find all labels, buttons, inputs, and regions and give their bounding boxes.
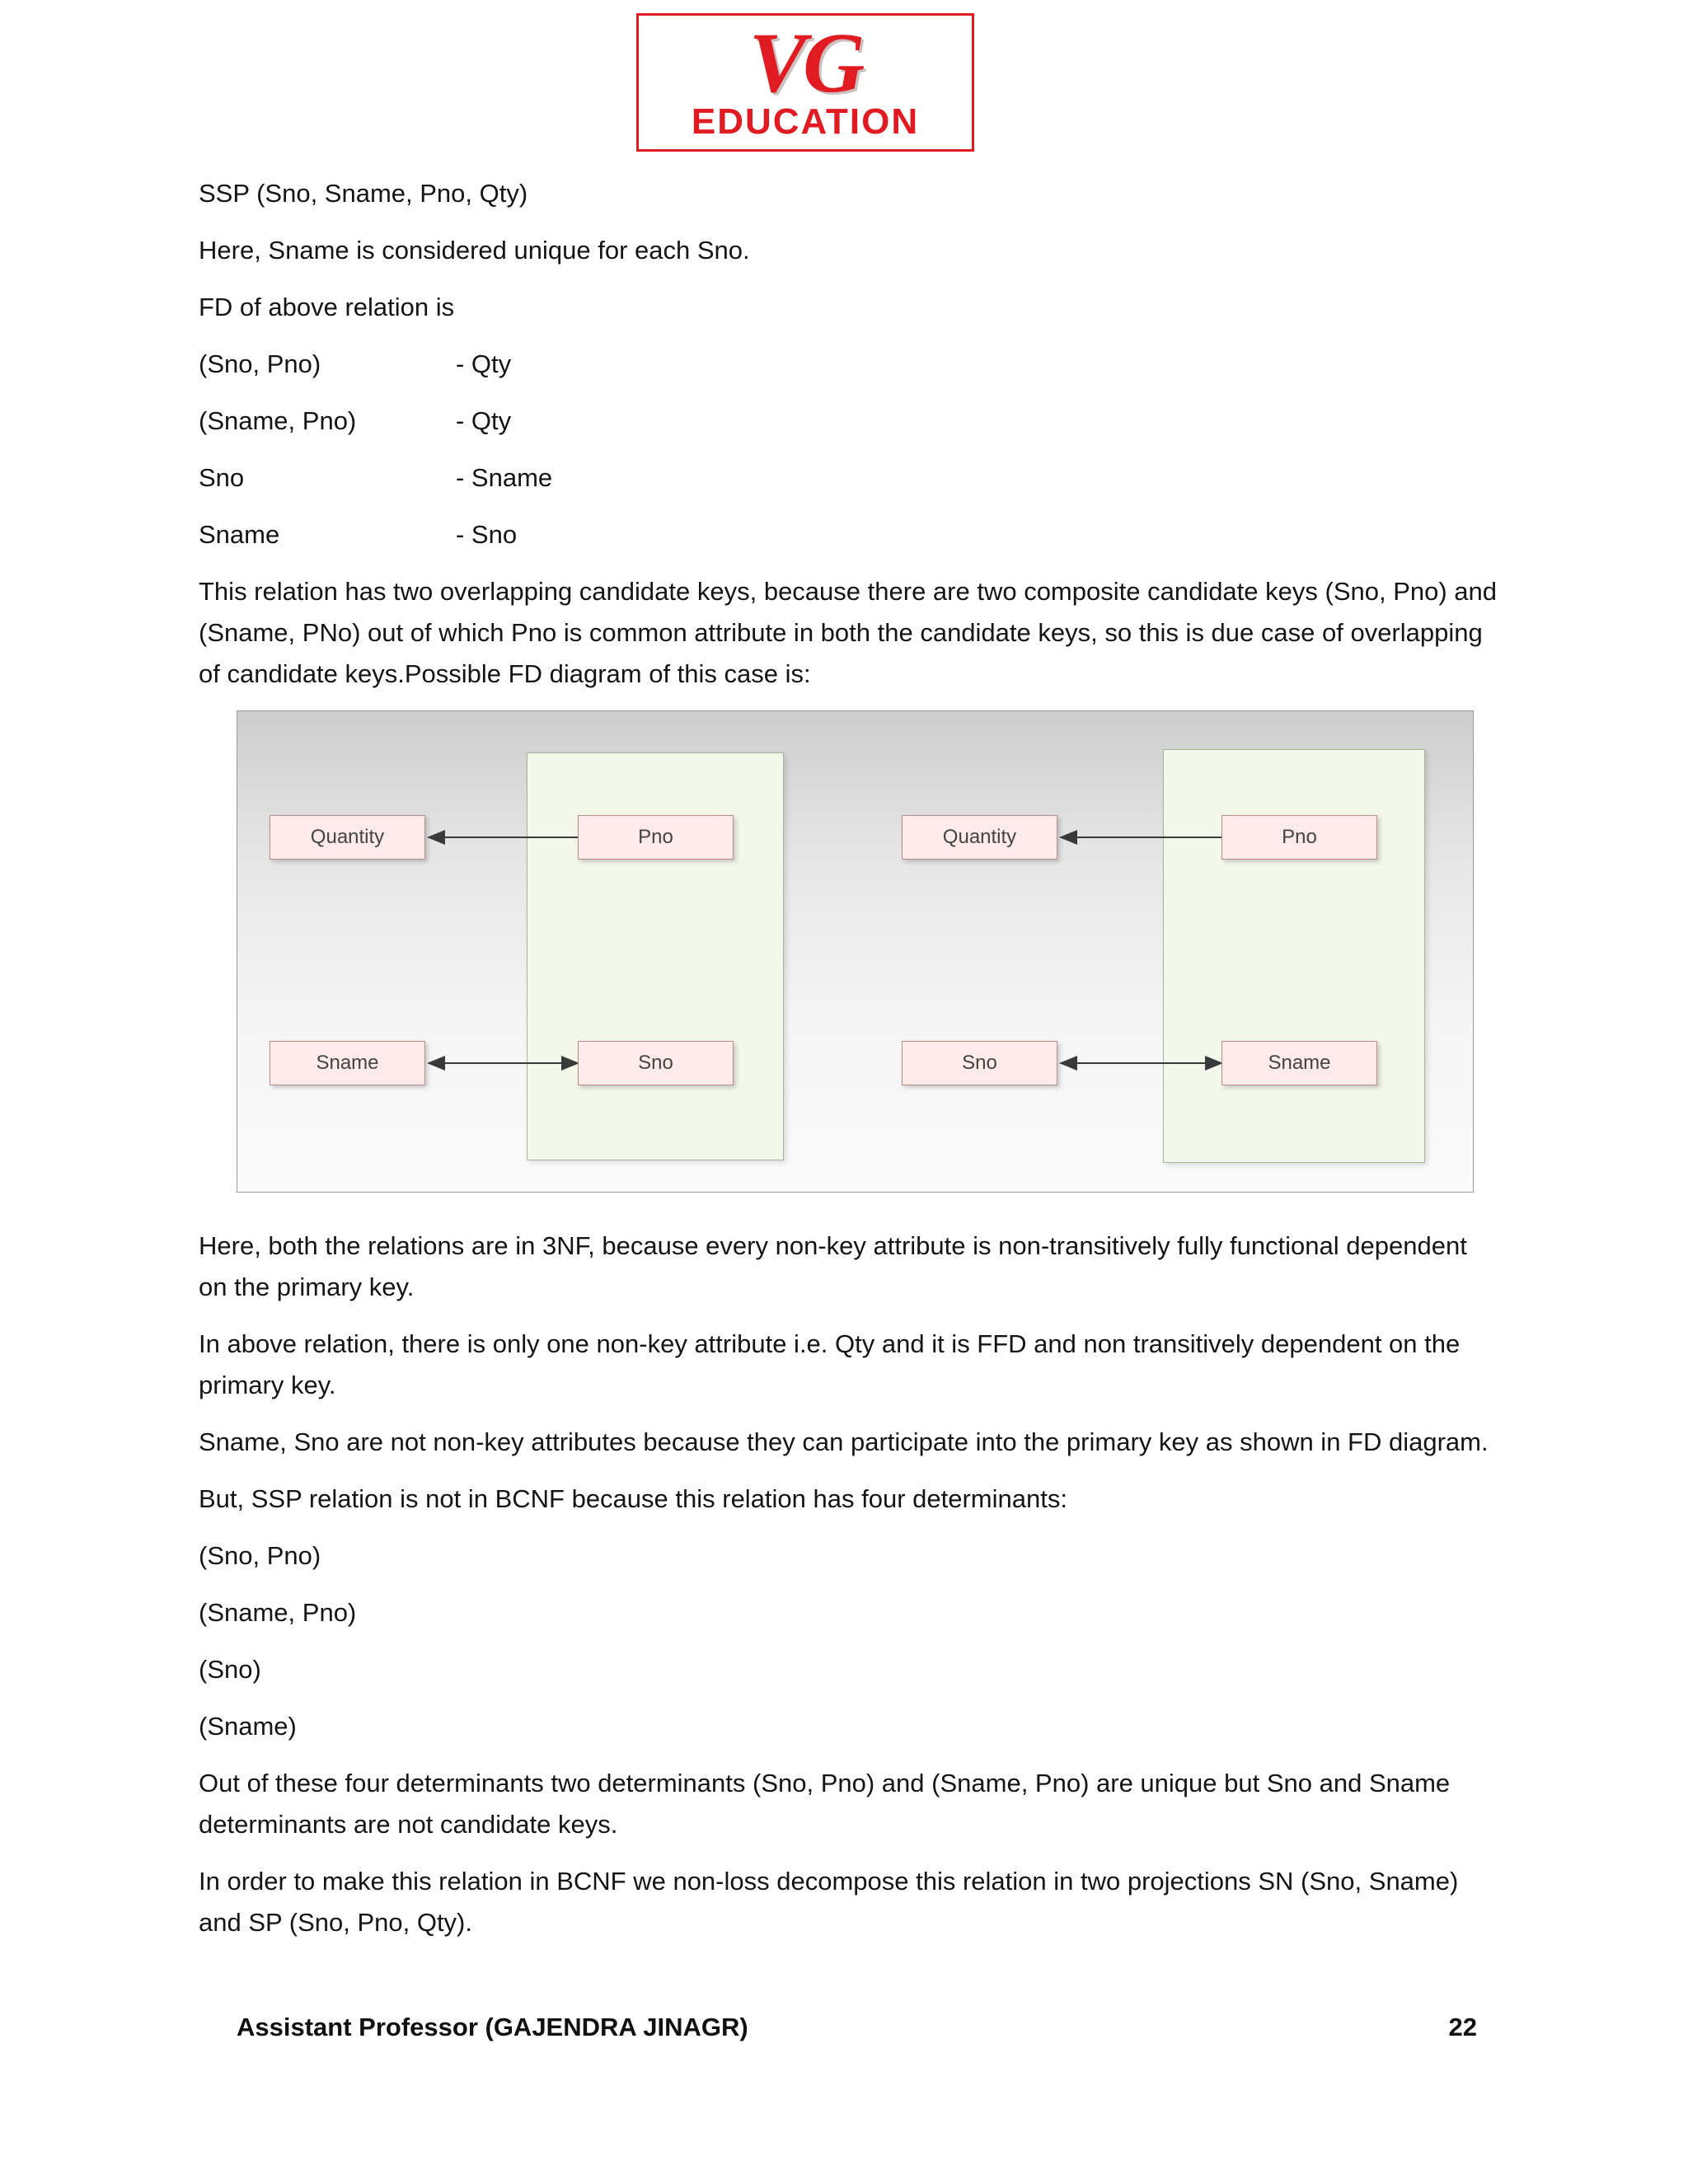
determinant-item: (Sname)	[199, 1712, 297, 1741]
node-pno-left: Pno	[578, 815, 734, 860]
determinant-item: (Sname, Pno)	[199, 1598, 357, 1627]
fd-row	[199, 457, 1502, 499]
logo-education-text: EDUCATION	[691, 101, 920, 142]
para-sname-sno: Sname, Sno are not non-key attributes because they can participate into the primary key as shown in FD diagram.	[199, 1427, 1489, 1456]
fd-rhs: - Sno	[456, 520, 518, 549]
fd-lhs: (Sname, Pno)	[199, 406, 357, 435]
fd-row	[199, 401, 1502, 442]
para-decompose: In order to make this relation in BCNF we non-loss decompose this relation in two projections SN (Sno, Sname) and SP (Sno, Pno, Qty).	[199, 1867, 1459, 1937]
node-sname-right: Sname	[1221, 1041, 1377, 1085]
node-sno-right: Sno	[902, 1041, 1057, 1085]
para-3nf: Here, both the relations are in 3NF, because every non-key attribute is non-transitively fully functional dependent on the primary key.	[199, 1231, 1467, 1301]
fd-row	[199, 344, 1502, 385]
line-ssp-relation: SSP (Sno, Sname, Pno, Qty)	[199, 179, 528, 208]
para-determinants-unique: Out of these four determinants two determinants (Sno, Pno) and (Sname, Pno) are unique but Sno and Sname determinants are not candidate keys.	[199, 1769, 1451, 1839]
vg-education-logo	[636, 13, 974, 152]
line-fd-intro: FD of above relation is	[199, 293, 455, 321]
determinant-item: (Sno)	[199, 1655, 261, 1684]
para-not-bcnf: But, SSP relation is not in BCNF because this relation has four determinants:	[199, 1484, 1067, 1513]
para-overlapping-keys: This relation has two overlapping candidate keys, because there are two composite candidate keys (Sno, Pno) and (Sname, PNo) out of which Pno is common attribute in both the candidate keys, so this is due case of overlapping of candidate keys.Possible FD diagram of this case is:	[199, 577, 1498, 688]
node-pno-right: Pno	[1221, 815, 1377, 860]
fd-lhs: Sname	[199, 520, 280, 549]
node-sname-left: Sname	[270, 1041, 425, 1085]
node-sno-left: Sno	[578, 1041, 734, 1085]
fd-lhs: Sno	[199, 463, 245, 492]
line-sname-unique: Here, Sname is considered unique for each Sno.	[199, 236, 750, 265]
para-qty-ffd: In above relation, there is only one non-key attribute i.e. Qty and it is FFD and non transitively dependent on the primary key.	[199, 1329, 1461, 1399]
fd-arrows	[237, 711, 1473, 1192]
document-body	[0, 173, 1688, 1959]
fd-rhs: - Qty	[456, 406, 512, 435]
fd-lhs: (Sno, Pno)	[199, 349, 321, 378]
fd-rhs: - Qty	[456, 349, 512, 378]
logo-vg-text: VG	[748, 16, 862, 111]
fd-row	[199, 514, 1502, 555]
node-quantity-left: Quantity	[270, 815, 425, 860]
fd-diagram	[237, 710, 1474, 1193]
footer-page-number: 22	[1448, 2013, 1477, 2041]
node-quantity-right: Quantity	[902, 815, 1057, 860]
fd-rhs: - Sname	[456, 463, 553, 492]
determinant-item: (Sno, Pno)	[199, 1541, 321, 1570]
footer-author: Assistant Professor (GAJENDRA JINAGR)	[237, 2013, 748, 2041]
